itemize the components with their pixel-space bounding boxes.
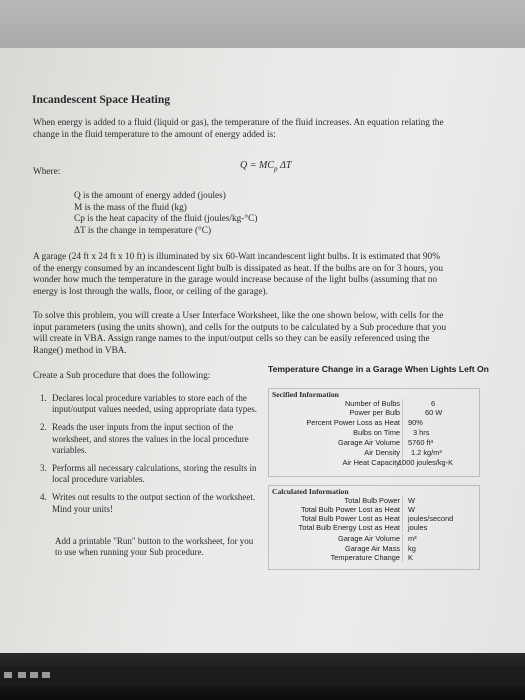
input-label: Bulbs on Time xyxy=(353,428,403,437)
taskbar-icon xyxy=(42,672,50,678)
step-number: 2. xyxy=(40,422,47,433)
input-label: Air Heat Capacity xyxy=(342,458,403,467)
definition-item: ΔT is the change in temperature (°C) xyxy=(74,225,212,236)
output-row xyxy=(268,523,478,532)
output-unit: joules xyxy=(408,523,428,532)
input-row xyxy=(268,458,478,467)
input-value[interactable]: 60 W xyxy=(425,408,443,417)
intro-line: When energy is added to a fluid (liquid or gas), the temperature of the fluid increases. An equation relating the xyxy=(33,118,444,128)
input-row xyxy=(268,399,478,408)
output-row xyxy=(268,505,478,514)
input-value[interactable]: 1000 joules/kg-K xyxy=(398,458,454,467)
definition-item: M is the mass of the fluid (kg) xyxy=(74,202,187,213)
output-label: Garage Air Volume xyxy=(338,534,403,543)
create-sub-heading: Create a Sub procedure that does the following: xyxy=(33,371,211,381)
problem-line: energy is lost through the walls, floor, or ceiling of the garage). xyxy=(33,286,268,297)
output-label: Total Bulb Power Lost as Heat xyxy=(301,514,403,523)
step-number: 1. xyxy=(40,393,47,403)
problem-line: A garage (24 ft x 24 ft x 10 ft) is illuminated by six 60-Watt incandescent light bulbs. It is estimated that 90% xyxy=(33,252,440,262)
definition-item: Cp is the heat capacity of the fluid (joules/kg-°C) xyxy=(74,214,258,225)
step-text: Performs all necessary calculations, storing the results in local procedure variables. xyxy=(52,463,257,485)
input-value[interactable]: 3 hrs xyxy=(413,428,430,437)
output-row xyxy=(268,553,478,562)
definition-item: Q is the amount of energy added (joules) xyxy=(74,191,226,201)
step-number: 3. xyxy=(40,463,47,474)
output-section-header: Calculated Information xyxy=(272,487,349,496)
desk-background xyxy=(0,0,525,48)
document-title: Incandescent Space Heating xyxy=(32,94,170,106)
output-label: Temperature Change xyxy=(331,553,403,562)
problem-paragraph xyxy=(33,252,508,298)
variable-definitions xyxy=(74,191,257,237)
worksheet-title: Temperature Change in a Garage When Lights Left On xyxy=(268,364,489,374)
output-row xyxy=(268,514,478,523)
input-label: Air Density xyxy=(364,448,403,457)
output-row xyxy=(268,496,478,505)
input-row xyxy=(268,438,478,447)
input-row xyxy=(268,448,478,457)
output-unit: W xyxy=(408,496,415,505)
instruction-line: Range() method in VBA. xyxy=(33,345,127,356)
instruction-line: will create in VBA. Assign range names to the input/output cells so they can be easily referenced using the xyxy=(33,334,430,345)
input-label: Power per Bulb xyxy=(349,408,403,417)
intro-line: change in the fluid temperature to the amount of energy added is: xyxy=(33,129,276,140)
instruction-line: To solve this problem, you will create a User Interface Worksheet, like the one shown below, with cells for the xyxy=(33,311,444,321)
where-label: Where: xyxy=(33,167,61,177)
taskbar-icon xyxy=(30,672,38,678)
input-row xyxy=(268,428,478,437)
output-label: Total Bulb Power Lost as Heat xyxy=(301,505,403,514)
output-unit: m³ xyxy=(408,534,417,543)
taskbar-icon xyxy=(4,672,12,678)
intro-paragraph xyxy=(33,118,503,141)
taskbar-icon xyxy=(18,672,26,678)
output-row xyxy=(268,534,478,543)
step-item xyxy=(40,393,260,415)
output-unit: W xyxy=(408,505,415,514)
step-number: 4. xyxy=(40,492,47,503)
input-label: Number of Bulbs xyxy=(345,399,403,408)
input-row xyxy=(268,408,478,417)
instruction-line: input parameters (using the units shown), and cells for the outputs to be calculated by a Sub procedure that you xyxy=(33,322,447,333)
step-text: Writes out results to the output section of the worksheet. Mind your units! xyxy=(52,492,256,514)
input-value[interactable]: 90% xyxy=(408,418,423,427)
input-section-header: Secified Information xyxy=(272,390,339,399)
input-value[interactable]: 5760 ft³ xyxy=(408,438,434,447)
input-label: Garage Air Volume xyxy=(338,438,403,447)
equation: $Q = MC_p$ ΔT xyxy=(240,160,292,173)
input-row xyxy=(268,418,478,427)
steps-list xyxy=(40,393,260,522)
step-item xyxy=(40,422,260,456)
output-unit: joules/second xyxy=(408,514,454,523)
output-label: Garage Air Mass xyxy=(345,544,403,553)
problem-line: wonder how much the temperature in the garage would increase because of the light bulbs (assuming that no xyxy=(33,275,438,286)
output-unit: K xyxy=(408,553,413,562)
input-label: Percent Power Loss as Heat xyxy=(306,418,403,427)
step-text: Declares local procedure variables to store each of the input/output values needed, using appropriate data types. xyxy=(52,393,257,415)
output-label: Total Bulb Energy Lost as Heat xyxy=(299,523,403,532)
run-button-instruction: Add a printable "Run" button to the worksheet, for you to use when running your Sub procedure. xyxy=(55,536,254,558)
step-item xyxy=(40,463,260,485)
step-text: Reads the user inputs from the input section of the worksheet, and stores the values in the local procedure variables. xyxy=(52,422,249,455)
output-label: Total Bulb Power xyxy=(345,496,403,505)
step-item xyxy=(40,492,260,514)
input-value[interactable]: 6 xyxy=(431,399,436,408)
output-unit: kg xyxy=(408,544,416,553)
problem-line: of the energy consumed by an incandescent light bulb is dissipated as heat. If the bulbs are on for 3 hours, you xyxy=(33,263,444,274)
input-value[interactable]: 1.2 kg/m³ xyxy=(411,448,442,457)
taskbar xyxy=(0,666,525,686)
instructions-paragraph xyxy=(33,311,508,357)
output-row xyxy=(268,544,478,553)
